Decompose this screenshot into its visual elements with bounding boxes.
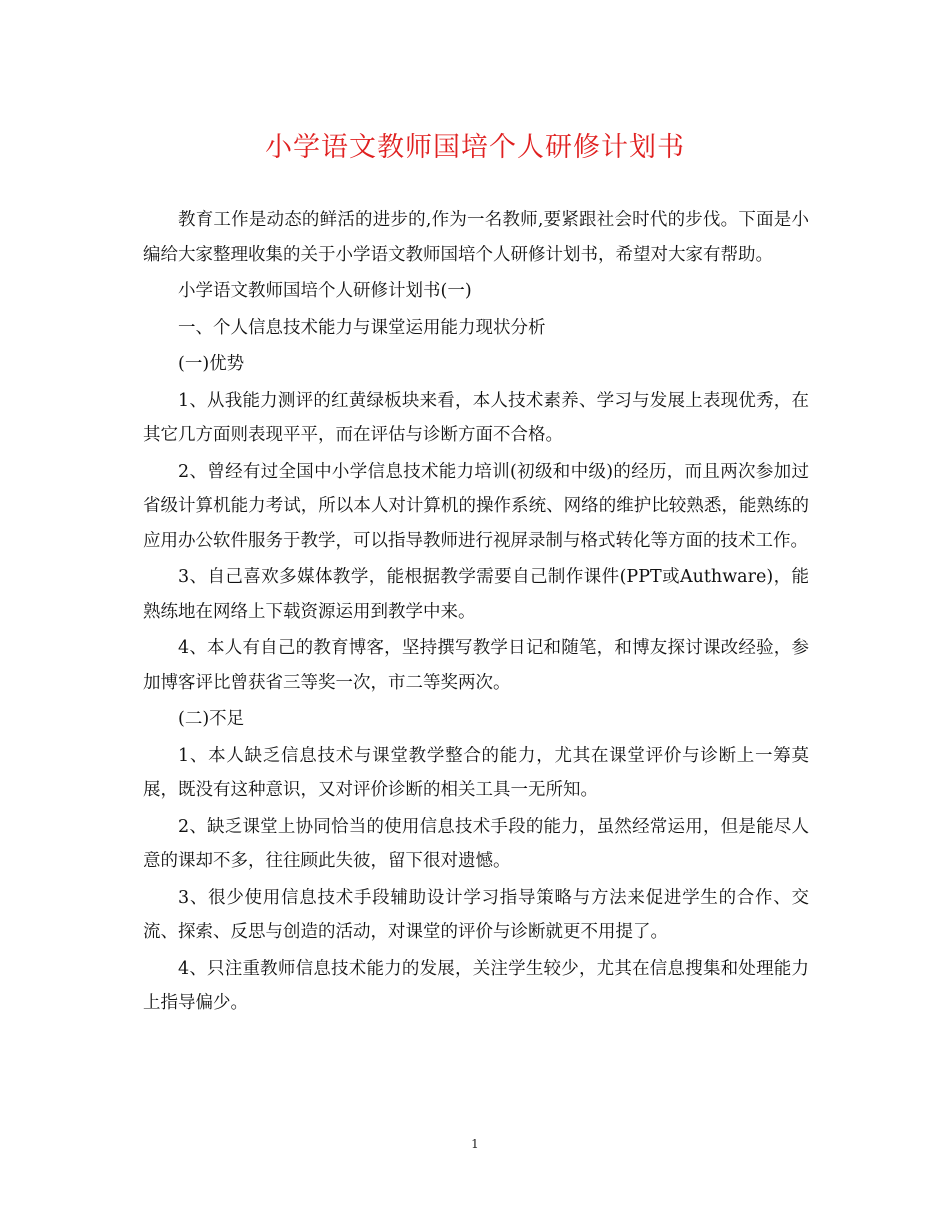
section-heading-analysis: 一、个人信息技术能力与课堂运用能力现状分析: [178, 317, 546, 338]
document-body: [143, 203, 809, 1021]
intro-paragraph: 教育工作是动态的鲜活的进步的,作为一名教师,要紧跟社会时代的步伐。下面是小编给大家整理收集的关于小学语文教师国培个人研修计划书，希望对大家有帮助。: [143, 210, 809, 265]
subheading-weaknesses: (二)不足: [178, 709, 245, 729]
weakness-item-4: 4、只注重教师信息技术能力的发展，关注学生较少，尤其在信息搜集和处理能力上指导偏少。: [143, 958, 809, 1013]
subheading-strengths: (一)优势: [178, 354, 245, 374]
strength-item-2: 2、曾经有过全国中小学信息技术能力培训(初级和中级)的经历，而且两次参加过省级计算机能力考试，所以本人对计算机的操作系统、网络的维护比较熟悉，能熟练的应用办公软件服务于教学，可以指导教师进行视屏录制与格式转化等方面的技术工作。: [143, 461, 809, 551]
strength-item-4: 4、本人有自己的教育博客，坚持撰写教学日记和随笔，和博友探讨课改经验，参加博客评比曾获省三等奖一次，市二等奖两次。: [143, 638, 809, 693]
section-heading-plan-1: 小学语文教师国培个人研修计划书(一): [178, 281, 472, 301]
weakness-item-2: 2、缺乏课堂上协同恰当的使用信息技术手段的能力，虽然经常运用，但是能尽人意的课却不多，往往顾此失彼，留下很对遗憾。: [143, 816, 809, 871]
strength-item-1: 1、从我能力测评的红黄绿板块来看，本人技术素养、学习与发展上表现优秀，在其它几方面则表现平平，而在评估与诊断方面不合格。: [143, 390, 809, 445]
strength-item-3: 3、自己喜欢多媒体教学，能根据教学需要自己制作课件(PPT或Authware)，能熟练地在网络上下载资源运用到教学中来。: [143, 567, 809, 622]
weakness-item-3: 3、很少使用信息技术手段辅助设计学习指导策略与方法来促进学生的合作、交流、探索、反思与创造的活动，对课堂的评价与诊断就更不用提了。: [143, 887, 809, 942]
weakness-item-1: 1、本人缺乏信息技术与课堂教学整合的能力，尤其在课堂评价与诊断上一筹莫展，既没有这种意识，又对评价诊断的相关工具一无所知。: [143, 745, 809, 800]
page-number: 1: [471, 1137, 479, 1151]
document-title: 小学语文教师国培个人研修计划书: [265, 132, 685, 163]
